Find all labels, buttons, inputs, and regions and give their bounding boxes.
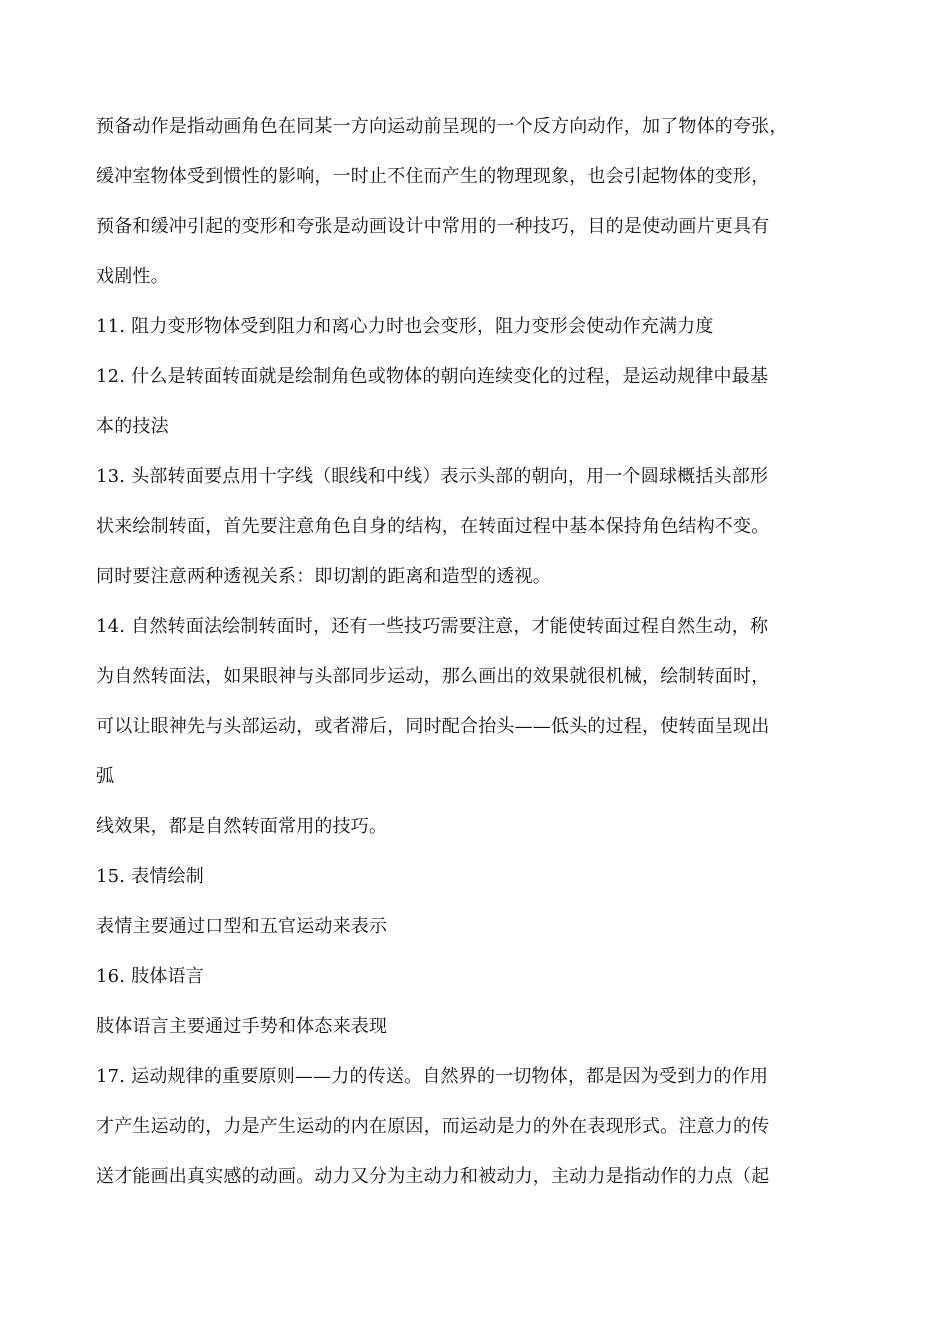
text-line: 11. 阻力变形物体受到阻力和离心力时也会变形，阻力变形会使动作充满力度 xyxy=(96,316,714,337)
text-line: 线效果，都是自然转面常用的技巧。 xyxy=(96,816,388,837)
text-line: 状来绘制转面，首先要注意角色自身的结构，在转面过程中基本保持角色结构不变。 xyxy=(96,516,770,537)
text-line: 才产生运动的，力是产生运动的内在原因，而运动是力的外在表现形式。注意力的传 xyxy=(96,1116,770,1137)
section-heading: 15. 表情绘制 xyxy=(96,866,204,887)
text-line: 为自然转面法，如果眼神与头部同步运动，那么画出的效果就很机械，绘制转面时， xyxy=(96,666,770,687)
text-line: 肢体语言主要通过手势和体态来表现 xyxy=(96,1016,388,1037)
text-line: 本的技法 xyxy=(96,416,169,437)
text-line: 戏剧性。 xyxy=(96,266,169,287)
text-line: 13. 头部转面要点用十字线（眼线和中线）表示头部的朝向，用一个圆球概括头部形 xyxy=(96,466,769,487)
text-line: 预备和缓冲引起的变形和夸张是动画设计中常用的一种技巧，目的是使动画片更具有 xyxy=(96,216,770,237)
text-line: 12. 什么是转面转面就是绘制角色或物体的朝向连续变化的过程，是运动规律中最基 xyxy=(96,366,769,387)
text-line: 可以让眼神先与头部运动，或者滞后，同时配合抬头——低头的过程，使转面呈现出 xyxy=(96,716,770,737)
text-line: 表情主要通过口型和五官运动来表示 xyxy=(96,916,388,937)
text-line: 14. 自然转面法绘制转面时，还有一些技巧需要注意，才能使转面过程自然生动，称 xyxy=(96,616,769,637)
text-line: 预备动作是指动画角色在同某一方向运动前呈现的一个反方向动作，加了物体的夸张， xyxy=(96,116,788,137)
section-heading: 16. 肢体语言 xyxy=(96,966,204,987)
text-line: 弧 xyxy=(96,766,115,787)
text-line: 17. 运动规律的重要原则——力的传送。自然界的一切物体，都是因为受到力的作用 xyxy=(96,1066,769,1087)
text-line: 缓冲室物体受到惯性的影响，一时止不住而产生的物理现象，也会引起物体的变形， xyxy=(96,166,770,187)
text-line: 同时要注意两种透视关系：即切割的距离和造型的透视。 xyxy=(96,566,551,587)
text-line: 送才能画出真实感的动画。动力又分为主动力和被动力，主动力是指动作的力点（起 xyxy=(96,1166,770,1187)
